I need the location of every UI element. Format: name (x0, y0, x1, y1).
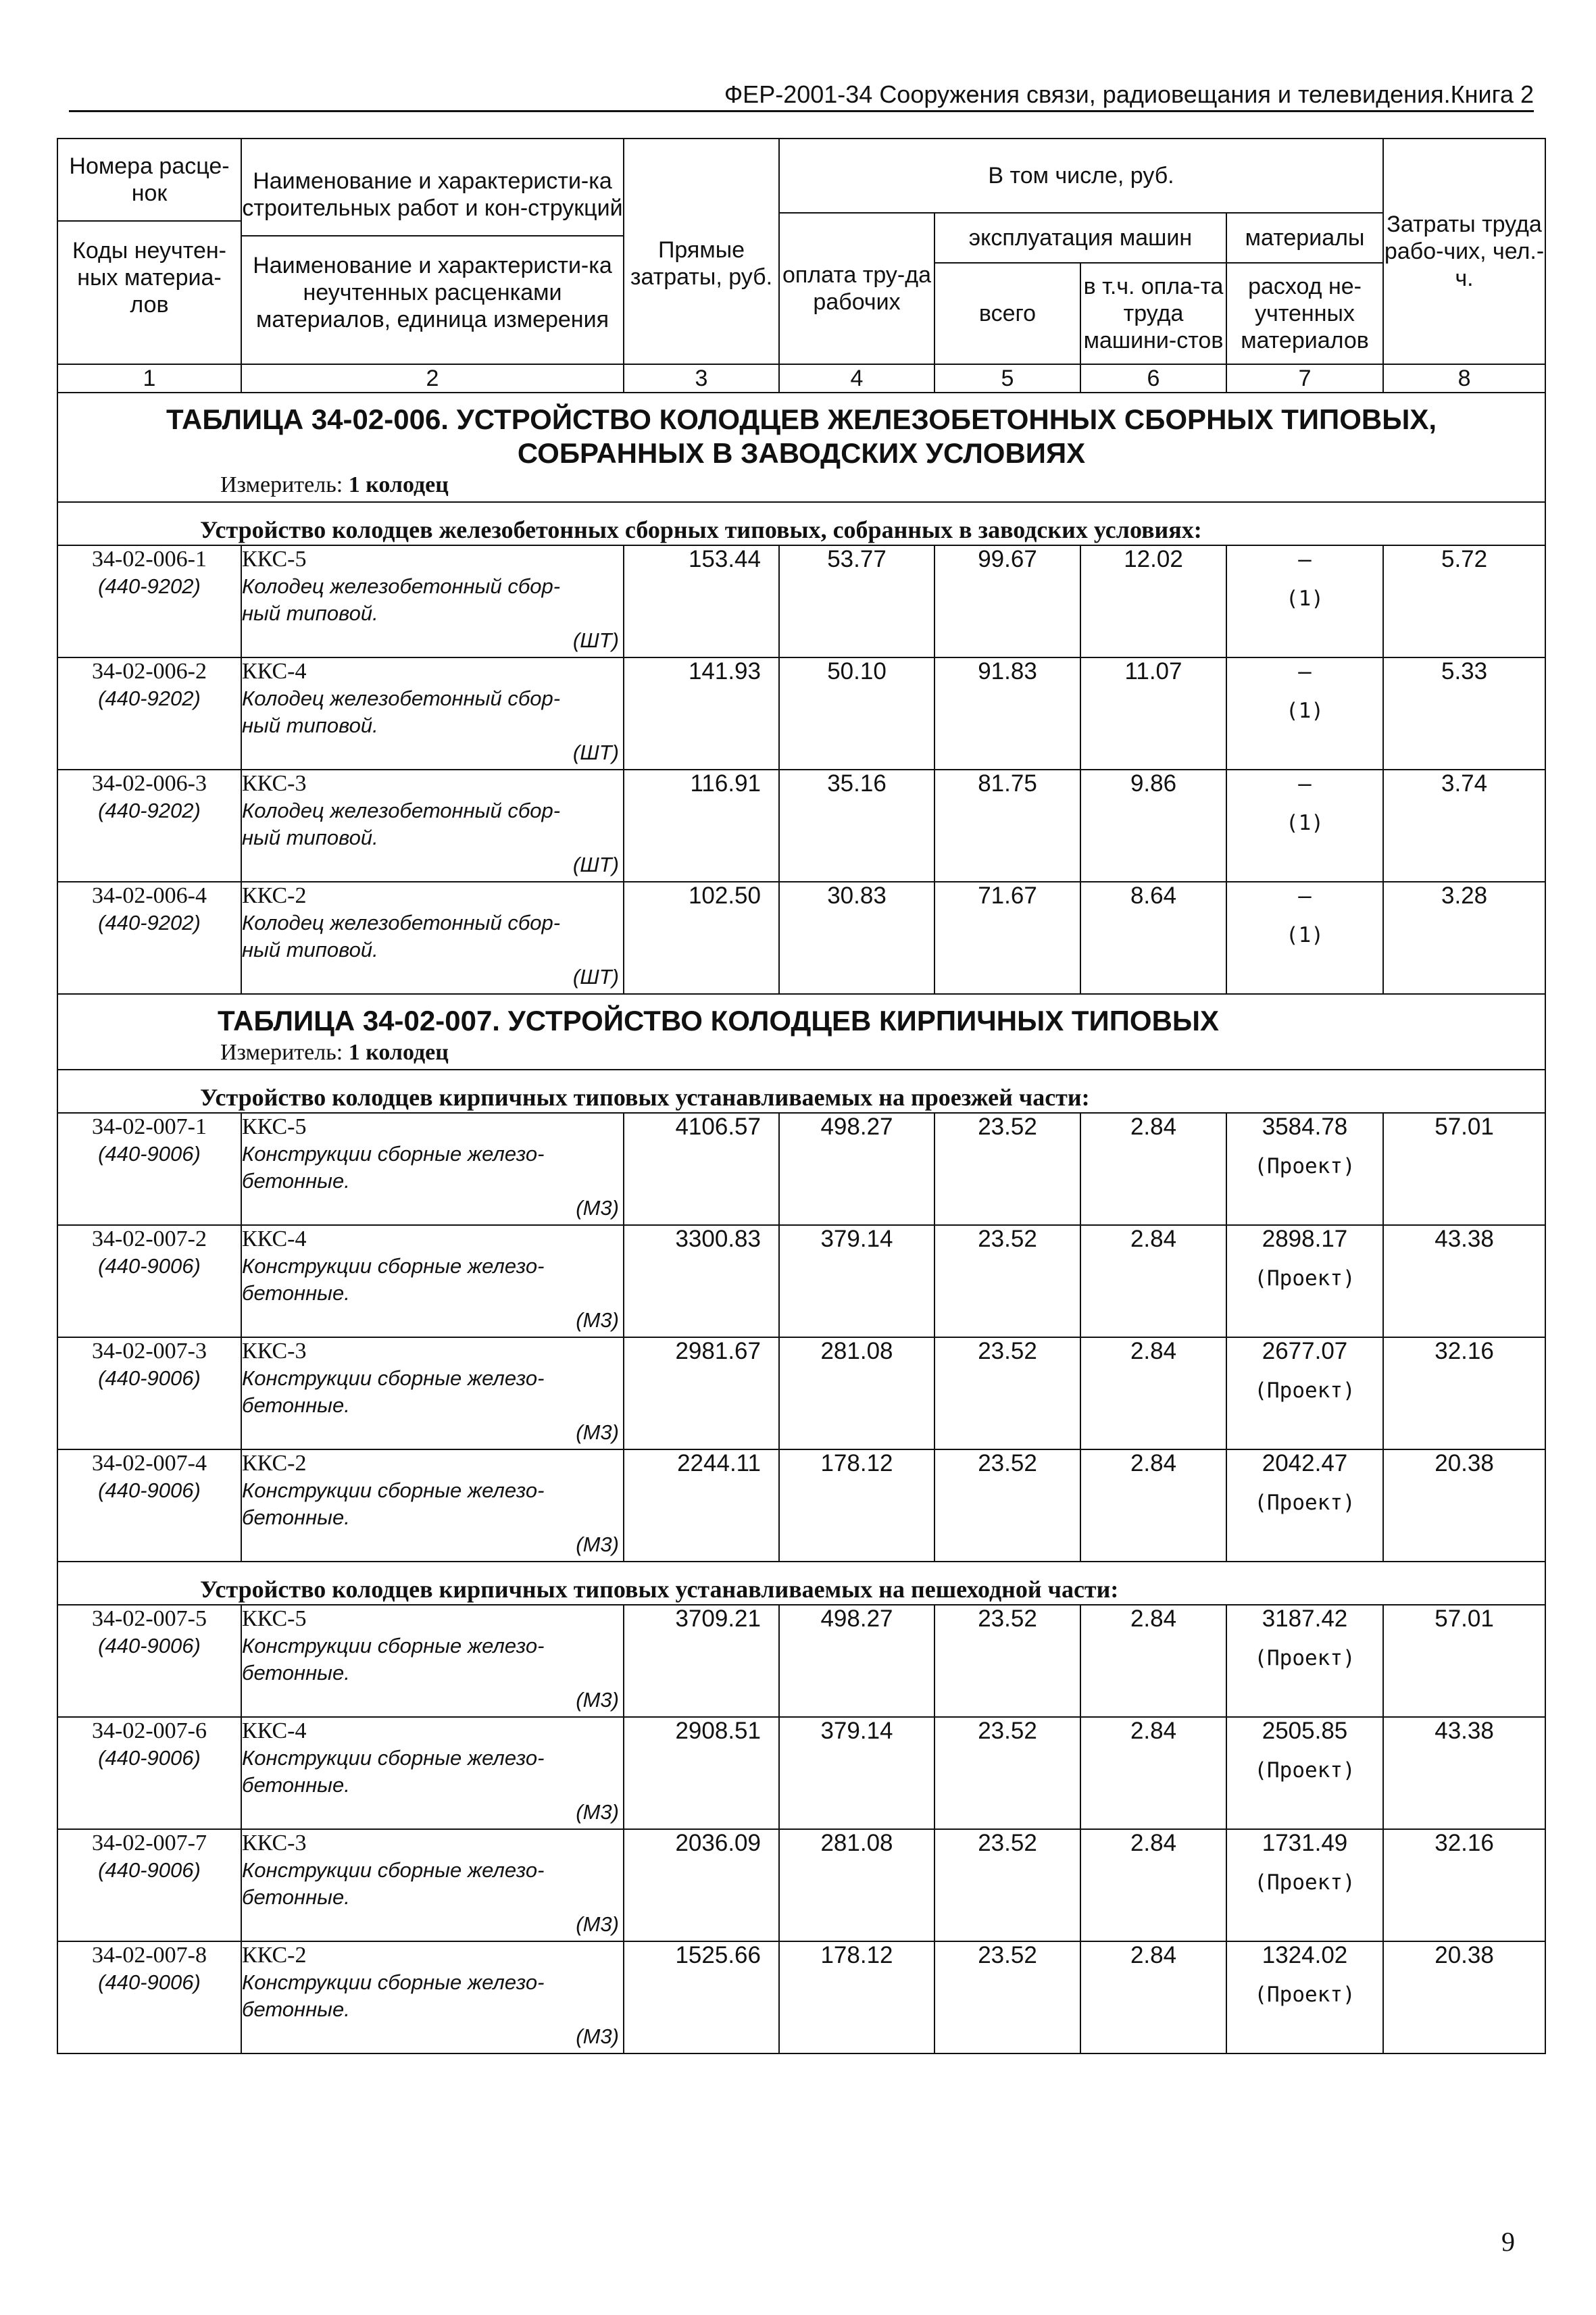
item-unit: (М3) (576, 1912, 619, 1936)
materials-cost: – (1298, 770, 1312, 797)
section-title-row (57, 1070, 1545, 1113)
table-title-row (57, 393, 1545, 502)
materials-cost: – (1298, 546, 1312, 572)
item-description-cont: бетонные. (242, 1997, 350, 2021)
item-name: ККС-4 (242, 659, 307, 684)
header-col2-top: Наименование и характеристи-ка строительных работ и кон-струкций (242, 154, 623, 237)
item-description: Конструкции сборные железо- (242, 1254, 545, 1278)
rate-code: 34-02-007-8 (92, 1943, 207, 1968)
item-description: Конструкции сборные железо- (242, 1746, 545, 1770)
item-name: ККС-2 (242, 1943, 307, 1968)
table-row (57, 1941, 1545, 2053)
header-materials: материалы (1226, 213, 1383, 263)
material-code: (440-9202) (98, 799, 201, 822)
labor-hours: 32.16 (1383, 1829, 1545, 1941)
materials-cost: 3584.78 (1262, 1114, 1348, 1140)
header-machines: эксплуатация машин (934, 213, 1226, 263)
name-cell (241, 882, 624, 994)
materials-cost: 1731.49 (1262, 1830, 1348, 1856)
item-description: Колодец железобетонный сбор- (242, 687, 561, 710)
materials-cost: 2677.07 (1262, 1338, 1348, 1364)
header-col2-bottom: Наименование и характеристи-ка неучтенных расценками материалов, единица измерения (253, 253, 612, 332)
item-unit: (М3) (576, 1533, 619, 1556)
item-name: ККС-4 (242, 1718, 307, 1743)
material-code: (440-9006) (98, 1634, 201, 1658)
rate-code-cell (57, 770, 241, 882)
materials-cell (1226, 1225, 1383, 1337)
direct-costs: 2036.09 (624, 1829, 779, 1941)
machinist-wages: 8.64 (1080, 882, 1226, 994)
section-title-row (57, 1562, 1545, 1605)
material-code: (440-9006) (98, 1478, 201, 1502)
table-row (57, 770, 1545, 882)
machine-costs: 71.67 (934, 882, 1080, 994)
page-number: 9 (1501, 2226, 1515, 2257)
rate-code: 34-02-006-4 (92, 883, 207, 908)
materials-qty: (1) (1286, 811, 1324, 835)
materials-cell (1226, 1605, 1383, 1717)
direct-costs: 4106.57 (624, 1113, 779, 1225)
material-code: (440-9202) (98, 911, 201, 935)
rate-code: 34-02-007-2 (92, 1226, 207, 1251)
column-number: 1 (57, 364, 241, 393)
table-title-line2: СОБРАННЫХ В ЗАВОДСКИХ УСЛОВИЯХ (517, 437, 1086, 469)
rate-code-cell (57, 1449, 241, 1562)
materials-qty: (Проект) (1254, 1154, 1355, 1178)
materials-qty: (1) (1286, 699, 1324, 723)
name-cell (241, 1829, 624, 1941)
rate-code: 34-02-007-7 (92, 1831, 207, 1856)
rate-code-cell (57, 882, 241, 994)
item-description-cont: бетонные. (242, 1281, 350, 1305)
direct-costs: 2908.51 (624, 1717, 779, 1829)
item-description-cont: ный типовой. (242, 714, 378, 737)
materials-qty: (1) (1286, 923, 1324, 947)
materials-qty: (Проект) (1254, 1758, 1355, 1783)
table-row (57, 1829, 1545, 1941)
direct-costs: 102.50 (624, 882, 779, 994)
name-cell (241, 1113, 624, 1225)
materials-cell (1226, 1941, 1383, 2053)
machine-costs: 99.67 (934, 545, 1080, 657)
material-code: (440-9006) (98, 1970, 201, 1994)
item-description-cont: бетонные. (242, 1393, 350, 1417)
header-col1 (57, 139, 241, 364)
machinist-wages: 2.84 (1080, 1829, 1226, 1941)
labor-wages: 35.16 (779, 770, 934, 882)
labor-wages: 50.10 (779, 657, 934, 770)
column-number: 5 (934, 364, 1080, 393)
materials-cell (1226, 882, 1383, 994)
column-numbers-row (57, 364, 1545, 393)
item-description: Конструкции сборные железо- (242, 1142, 545, 1166)
running-header: ФЕР-2001-34 Сооружения связи, радиовещания и телевидения.Книга 2 (724, 80, 1534, 108)
materials-cell (1226, 657, 1383, 770)
materials-qty: (1) (1286, 587, 1324, 611)
table-title-cell (57, 393, 1545, 502)
labor-wages: 53.77 (779, 545, 934, 657)
section-title-row (57, 502, 1545, 545)
header-row-1 (57, 139, 1545, 213)
labor-hours: 5.33 (1383, 657, 1545, 770)
measure-line (58, 470, 1545, 501)
machine-costs: 23.52 (934, 1605, 1080, 1717)
machine-costs: 23.52 (934, 1941, 1080, 2053)
column-number: 6 (1080, 364, 1226, 393)
section-title-cell (57, 1070, 1545, 1113)
item-description-cont: бетонные. (242, 1773, 350, 1797)
item-name: ККС-2 (242, 1451, 307, 1476)
material-code: (440-9006) (98, 1858, 201, 1882)
name-cell (241, 545, 624, 657)
measure-value: 1 колодец (348, 472, 449, 497)
header-col7: расход не-учтенных материалов (1226, 263, 1383, 364)
rate-code-cell (57, 1113, 241, 1225)
item-unit: (ШТ) (572, 628, 619, 652)
table-title: ТАБЛИЦА 34-02-007. УСТРОЙСТВО КОЛОДЦЕВ КИРПИЧНЫХ ТИПОВЫХ (218, 1005, 1220, 1037)
materials-qty: (Проект) (1254, 1870, 1355, 1895)
measure-label: Измеритель: (220, 1040, 343, 1065)
measure-line (58, 1038, 1545, 1069)
materials-cell (1226, 1717, 1383, 1829)
item-name: ККС-3 (242, 771, 307, 796)
labor-hours: 57.01 (1383, 1113, 1545, 1225)
header-col3: Прямые затраты, руб. (624, 139, 779, 364)
direct-costs: 2981.67 (624, 1337, 779, 1449)
machinist-wages: 2.84 (1080, 1717, 1226, 1829)
labor-hours: 5.72 (1383, 545, 1545, 657)
labor-hours: 20.38 (1383, 1449, 1545, 1562)
item-unit: (М3) (576, 1308, 619, 1332)
item-description: Конструкции сборные железо- (242, 1634, 545, 1658)
table-row (57, 545, 1545, 657)
machine-costs: 91.83 (934, 657, 1080, 770)
table-title-cell (57, 994, 1545, 1070)
item-description: Конструкции сборные железо- (242, 1970, 545, 1994)
header-col1-bottom: Коды неучтен-ных материа-лов (72, 238, 226, 318)
material-code: (440-9006) (98, 1254, 201, 1278)
materials-cost: 1324.02 (1262, 1942, 1348, 1968)
name-cell (241, 1449, 624, 1562)
rate-code: 34-02-007-5 (92, 1606, 207, 1631)
table-row (57, 1225, 1545, 1337)
column-number: 3 (624, 364, 779, 393)
labor-hours: 3.74 (1383, 770, 1545, 882)
materials-cost: – (1298, 882, 1312, 909)
section-title-cell (57, 1562, 1545, 1605)
item-name: ККС-3 (242, 1831, 307, 1856)
section-title: Устройство колодцев кирпичных типовых устанавливаемых на пешеходной части: (200, 1576, 1119, 1603)
machinist-wages: 2.84 (1080, 1449, 1226, 1562)
material-code: (440-9006) (98, 1746, 201, 1770)
item-name: ККС-5 (242, 1114, 307, 1139)
item-description: Колодец железобетонный сбор- (242, 911, 561, 935)
item-unit: (М3) (576, 2024, 619, 2048)
column-number: 4 (779, 364, 934, 393)
materials-cost: 2505.85 (1262, 1718, 1348, 1744)
labor-hours: 3.28 (1383, 882, 1545, 994)
rate-code-cell (57, 1941, 241, 2053)
table-title: ТАБЛИЦА 34-02-006. УСТРОЙСТВО КОЛОДЦЕВ ЖЕЛЕЗОБЕТОННЫХ СБОРНЫХ ТИПОВЫХ, (166, 403, 1437, 435)
machinist-wages: 9.86 (1080, 770, 1226, 882)
item-description-cont: бетонные. (242, 1169, 350, 1193)
item-description: Колодец железобетонный сбор- (242, 799, 561, 822)
rate-code: 34-02-006-3 (92, 771, 207, 796)
materials-cell (1226, 545, 1383, 657)
rate-code: 34-02-007-1 (92, 1114, 207, 1139)
material-code: (440-9006) (98, 1366, 201, 1390)
materials-cost: – (1298, 658, 1312, 684)
labor-hours: 57.01 (1383, 1605, 1545, 1717)
item-unit: (ШТ) (572, 853, 619, 876)
materials-cell (1226, 1113, 1383, 1225)
material-code: (440-9006) (98, 1142, 201, 1166)
machine-costs: 81.75 (934, 770, 1080, 882)
materials-cell (1226, 1829, 1383, 1941)
item-unit: (М3) (576, 1688, 619, 1712)
labor-hours: 43.38 (1383, 1717, 1545, 1829)
direct-costs: 3300.83 (624, 1225, 779, 1337)
machine-costs: 23.52 (934, 1225, 1080, 1337)
item-description-cont: ный типовой. (242, 826, 378, 849)
table-row (57, 1113, 1545, 1225)
materials-cost: 2042.47 (1262, 1450, 1348, 1476)
item-description-cont: бетонные. (242, 1661, 350, 1685)
labor-wages: 379.14 (779, 1225, 934, 1337)
direct-costs: 3709.21 (624, 1605, 779, 1717)
machine-costs: 23.52 (934, 1113, 1080, 1225)
header-col4: оплата тру-да рабочих (779, 213, 934, 364)
column-number: 7 (1226, 364, 1383, 393)
name-cell (241, 1225, 624, 1337)
rate-code: 34-02-006-2 (92, 659, 207, 684)
measure-label: Измеритель: (220, 472, 343, 497)
item-description-cont: ный типовой. (242, 601, 378, 625)
materials-qty: (Проект) (1254, 1266, 1355, 1291)
materials-qty: (Проект) (1254, 1491, 1355, 1515)
item-description-cont: бетонные. (242, 1505, 350, 1529)
machinist-wages: 2.84 (1080, 1605, 1226, 1717)
direct-costs: 2244.11 (624, 1449, 779, 1562)
materials-qty: (Проект) (1254, 1378, 1355, 1403)
labor-wages: 178.12 (779, 1941, 934, 2053)
table-row (57, 1449, 1545, 1562)
item-unit: (М3) (576, 1800, 619, 1824)
section-title-cell (57, 502, 1545, 545)
machine-costs: 23.52 (934, 1337, 1080, 1449)
item-description-cont: ный типовой. (242, 938, 378, 962)
section-title: Устройство колодцев железобетонных сборных типовых, собранных в заводских условиях: (200, 516, 1202, 543)
header-col1-top: Номера расце-нок (58, 139, 241, 222)
direct-costs: 1525.66 (624, 1941, 779, 2053)
name-cell (241, 657, 624, 770)
rate-code-cell (57, 1717, 241, 1829)
measure-value: 1 колодец (348, 1040, 449, 1065)
name-cell (241, 770, 624, 882)
header-col5: всего (934, 263, 1080, 364)
direct-costs: 141.93 (624, 657, 779, 770)
header-col6: в т.ч. опла-та труда машини-стов (1080, 263, 1226, 364)
rate-code-cell (57, 1605, 241, 1717)
name-cell (241, 1605, 624, 1717)
materials-cell (1226, 1449, 1383, 1562)
item-name: ККС-4 (242, 1226, 307, 1251)
labor-hours: 32.16 (1383, 1337, 1545, 1449)
header-col2 (241, 139, 624, 364)
rate-code: 34-02-006-1 (92, 547, 207, 572)
machine-costs: 23.52 (934, 1829, 1080, 1941)
machinist-wages: 2.84 (1080, 1337, 1226, 1449)
labor-wages: 379.14 (779, 1717, 934, 1829)
item-description: Конструкции сборные железо- (242, 1858, 545, 1882)
rate-code-cell (57, 545, 241, 657)
column-number: 8 (1383, 364, 1545, 393)
table-row (57, 1605, 1545, 1717)
materials-cell (1226, 1337, 1383, 1449)
rates-table (57, 138, 1546, 2054)
labor-wages: 178.12 (779, 1449, 934, 1562)
item-description: Колодец железобетонный сбор- (242, 574, 561, 598)
table-row (57, 1717, 1545, 1829)
item-unit: (ШТ) (572, 965, 619, 989)
rate-code-cell (57, 1337, 241, 1449)
header-rule (69, 110, 1534, 112)
materials-cost: 2898.17 (1262, 1226, 1348, 1252)
machinist-wages: 2.84 (1080, 1941, 1226, 2053)
labor-hours: 20.38 (1383, 1941, 1545, 2053)
rate-code: 34-02-007-4 (92, 1451, 207, 1476)
name-cell (241, 1337, 624, 1449)
materials-qty: (Проект) (1254, 1983, 1355, 2007)
table-row (57, 882, 1545, 994)
rate-code: 34-02-007-3 (92, 1339, 207, 1364)
item-unit: (М3) (576, 1196, 619, 1220)
item-name: ККС-5 (242, 1606, 307, 1631)
item-unit: (М3) (576, 1420, 619, 1444)
machine-costs: 23.52 (934, 1717, 1080, 1829)
rate-code-cell (57, 657, 241, 770)
header-incl: В том числе, руб. (779, 139, 1383, 213)
labor-hours: 43.38 (1383, 1225, 1545, 1337)
materials-qty: (Проект) (1254, 1646, 1355, 1670)
item-name: ККС-2 (242, 883, 307, 908)
direct-costs: 116.91 (624, 770, 779, 882)
material-code: (440-9202) (98, 687, 201, 710)
name-cell (241, 1717, 624, 1829)
machinist-wages: 2.84 (1080, 1113, 1226, 1225)
table-body (57, 139, 1545, 2053)
column-number: 2 (241, 364, 624, 393)
rate-code-cell (57, 1225, 241, 1337)
machinist-wages: 12.02 (1080, 545, 1226, 657)
rate-code: 34-02-007-6 (92, 1718, 207, 1743)
direct-costs: 153.44 (624, 545, 779, 657)
item-unit: (ШТ) (572, 741, 619, 764)
material-code: (440-9202) (98, 574, 201, 598)
labor-wages: 498.27 (779, 1605, 934, 1717)
item-description-cont: бетонные. (242, 1885, 350, 1909)
name-cell (241, 1941, 624, 2053)
header-col8: Затраты труда рабо-чих, чел.-ч. (1383, 139, 1545, 364)
materials-cost: 3187.42 (1262, 1605, 1348, 1632)
table-title-row (57, 994, 1545, 1070)
machinist-wages: 11.07 (1080, 657, 1226, 770)
table-row (57, 657, 1545, 770)
item-name: ККС-5 (242, 547, 307, 572)
table-row (57, 1337, 1545, 1449)
labor-wages: 30.83 (779, 882, 934, 994)
labor-wages: 498.27 (779, 1113, 934, 1225)
labor-wages: 281.08 (779, 1829, 934, 1941)
item-description: Конструкции сборные железо- (242, 1366, 545, 1390)
machinist-wages: 2.84 (1080, 1225, 1226, 1337)
item-description: Конструкции сборные железо- (242, 1478, 545, 1502)
machine-costs: 23.52 (934, 1449, 1080, 1562)
materials-cell (1226, 770, 1383, 882)
rate-code-cell (57, 1829, 241, 1941)
section-title: Устройство колодцев кирпичных типовых устанавливаемых на проезжей части: (200, 1084, 1090, 1111)
item-name: ККС-3 (242, 1339, 307, 1364)
labor-wages: 281.08 (779, 1337, 934, 1449)
